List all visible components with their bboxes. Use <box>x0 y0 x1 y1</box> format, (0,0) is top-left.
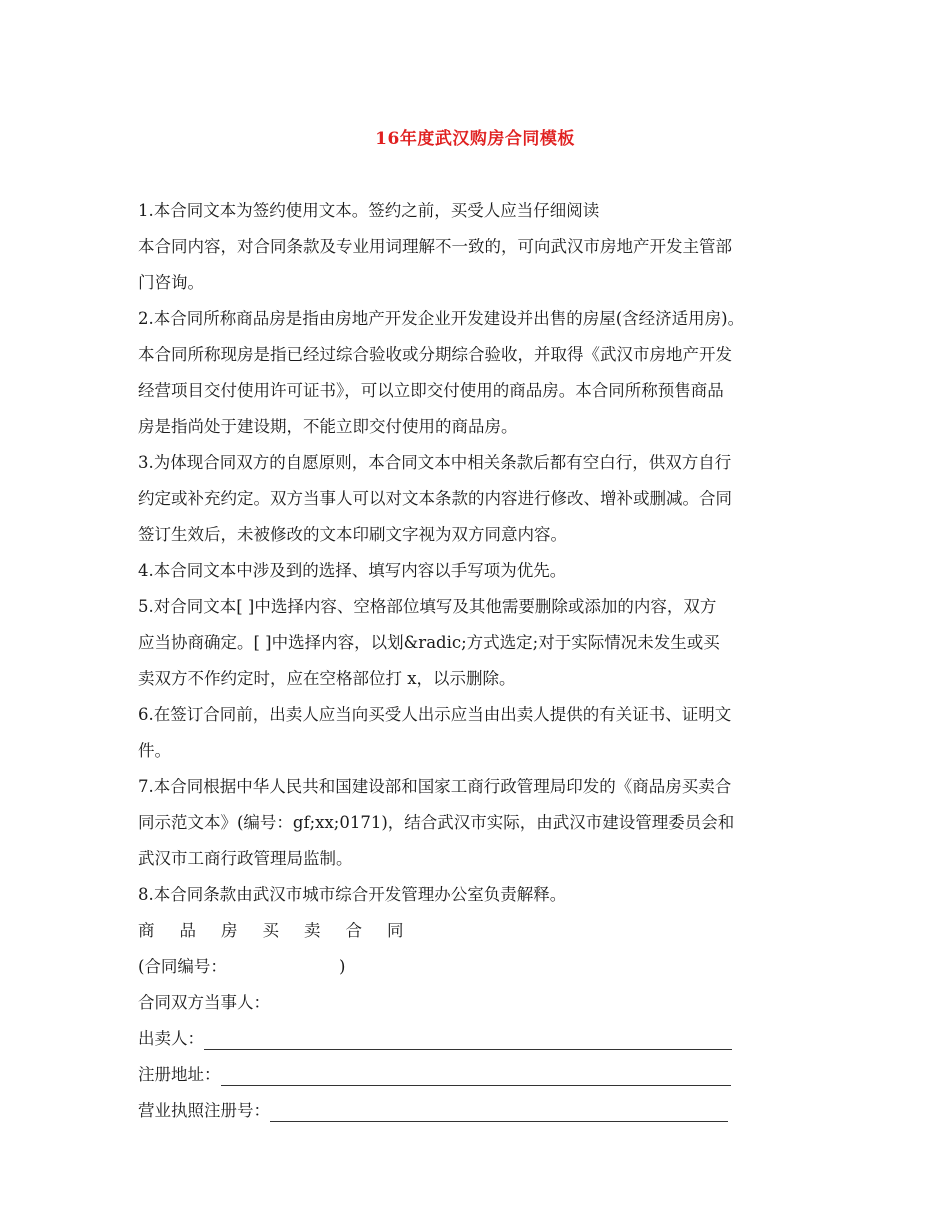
paragraph-line: 件。 <box>138 741 171 760</box>
paragraph-line: 武汉市工商行政管理局监制。 <box>138 849 353 868</box>
paragraph-8 <box>138 877 818 913</box>
address-label: 注册地址： <box>138 1065 221 1084</box>
document-body <box>138 193 818 1129</box>
parties-label: 合同双方当事人： <box>138 993 270 1012</box>
paragraph-line: 约定或补充约定。双方当事人可以对文本条款的内容进行修改、增补或删减。合同 <box>138 489 732 508</box>
paragraph-line: 本合同所称现房是指已经过综合验收或分期综合验收，并取得《武汉市房地产开发 <box>138 345 732 364</box>
paragraph-line: 2.本合同所称商品房是指由房地产开发企业开发建设并出售的房屋(含经济适用房)。 <box>138 309 745 328</box>
document-title: 16年度武汉购房合同模板 <box>375 129 575 149</box>
paragraph-line: 6.在签订合同前，出卖人应当向买受人出示应当由出卖人提供的有关证书、证明文 <box>138 705 732 724</box>
paragraph-line: 本合同内容，对合同条款及专业用词理解不一致的，可向武汉市房地产开发主管部 <box>138 237 732 256</box>
contract-number-line <box>138 949 818 985</box>
paragraph-line: 5.对合同文本[ ]中选择内容、空格部位填写及其他需要删除或添加的内容，双方 <box>138 597 717 616</box>
paragraph-2 <box>138 301 818 445</box>
paragraph-7 <box>138 769 818 877</box>
contract-number-label: (合同编号： <box>138 957 227 976</box>
paragraph-line: 应当协商确定。[ ]中选择内容，以划&radic;方式选定;对于实际情况未发生或买 <box>138 633 720 652</box>
paragraph-line: 8.本合同条款由武汉市城市综合开发管理办公室负责解释。 <box>138 885 567 904</box>
paragraph-line: 7.本合同根据中华人民共和国建设部和国家工商行政管理局印发的《商品房买卖合 <box>138 777 732 796</box>
contract-number-close: ) <box>338 957 346 976</box>
paragraph-5 <box>138 589 818 697</box>
paragraph-line: 1.本合同文本为签约使用文本。签约之前，买受人应当仔细阅读 <box>138 201 600 220</box>
paragraph-line: 卖双方不作约定时，应在空格部位打 x，以示删除。 <box>138 669 516 688</box>
address-field[interactable] <box>221 1067 731 1086</box>
paragraph-line: 4.本合同文本中涉及到的选择、填写内容以手写项为优先。 <box>138 561 567 580</box>
paragraph-1 <box>138 193 818 301</box>
seller-line <box>138 1021 818 1057</box>
seller-field[interactable] <box>204 1031 732 1050</box>
paragraph-line: 门咨询。 <box>138 273 204 292</box>
paragraph-line: 签订生效后，未被修改的文本印刷文字视为双方同意内容。 <box>138 525 567 544</box>
paragraph-6 <box>138 697 818 769</box>
paragraph-line: 房是指尚处于建设期，不能立即交付使用的商品房。 <box>138 417 518 436</box>
paragraph-line: 同示范文本》(编号：gf;xx;0171)，结合武汉市实际，由武汉市建设管理委员会和 <box>138 813 735 832</box>
paragraph-4 <box>138 553 818 589</box>
license-line <box>138 1093 818 1129</box>
contract-heading: 商品房买卖合同 <box>138 921 429 940</box>
paragraph-line: 3.为体现合同双方的自愿原则，本合同文本中相关条款后都有空白行，供双方自行 <box>138 453 732 472</box>
paragraph-line: 经营项目交付使用许可证书》，可以立即交付使用的商品房。本合同所称预售商品 <box>138 381 724 400</box>
seller-label: 出卖人： <box>138 1029 204 1048</box>
paragraph-3 <box>138 445 818 553</box>
license-label: 营业执照注册号： <box>138 1101 270 1120</box>
address-line <box>138 1057 818 1093</box>
license-field[interactable] <box>270 1103 728 1122</box>
